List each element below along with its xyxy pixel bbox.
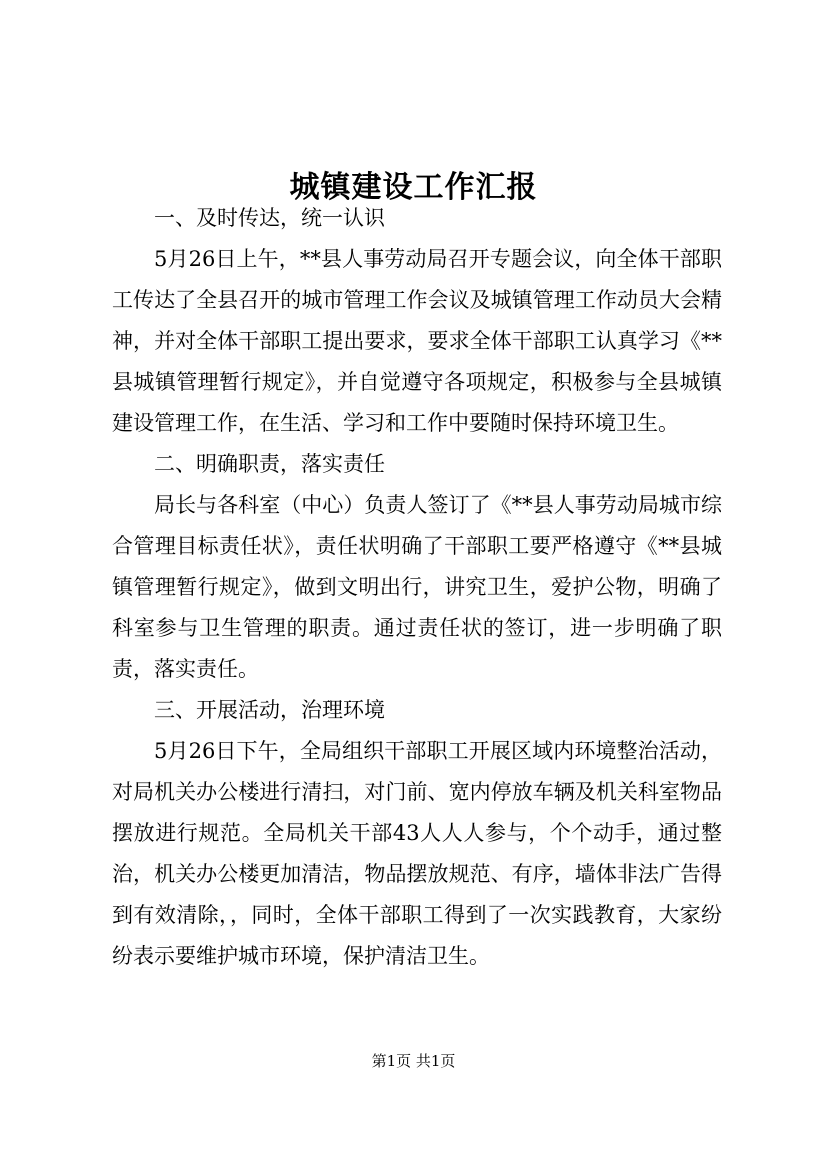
- section-paragraph-1: 5月26日上午，**县人事劳动局召开专题会议，向全体干部职工传达了全县召开的城市管理工作会议及城镇管理工作动员大会精神，并对全体干部职工提出要求，要求全体干部职工认真学习《**县城镇管理暂行规定》，并自觉遵守各项规定，积极参与全县城镇建设管理工作，在生活、学习和工作中要随时保持环境卫生。: [112, 247, 722, 435]
- section-heading-2: 二、明确职责，落实责任: [154, 452, 385, 476]
- section-heading-3: 三、开展活动，治理环境: [154, 698, 385, 722]
- document-body: [112, 198, 722, 977]
- section-paragraph-2: 局长与各科室（中心）负责人签订了《**县人事劳动局城市综合管理目标责任状》，责任状明确了干部职工要严格遵守《**县城镇管理暂行规定》，做到文明出行，讲究卫生，爱护公物，明确了科室参与卫生管理的职责。通过责任状的签订，进一步明确了职责，落实责任。: [112, 493, 722, 681]
- document-title: 城镇建设工作汇报: [289, 170, 538, 206]
- section-heading-1: 一、及时传达，统一认识: [154, 206, 385, 230]
- page-footer: 第1页 共1页: [371, 1052, 456, 1070]
- section-paragraph-3: 5月26日下午，全局组织干部职工开展区域内环境整治活动，对局机关办公楼进行清扫，对门前、宽内停放车辆及机关科室物品摆放进行规范。全局机关干部43人人人参与，个个动手，通过整治，机关办公楼更加清洁，物品摆放规范、有序，墙体非法广告得到有效清除，，同时，全体干部职工得到了一次实践教育，大家纷纷表示要维护城市环境，保护清洁卫生。: [112, 739, 722, 968]
